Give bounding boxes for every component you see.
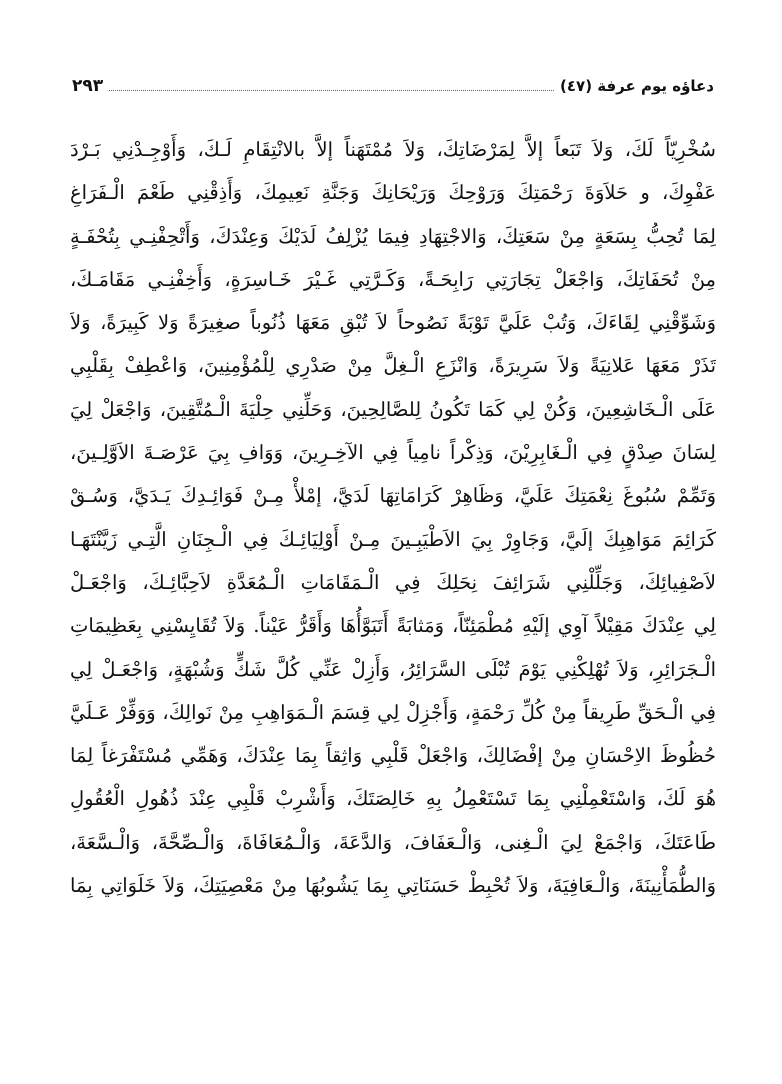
leader-dots [109,78,554,91]
text-line: هُوَ لَكَ، وَاسْتَعْمِلْنِي بِمَا تَسْتَعْمِلُ بِهِ خَالِصَتَكَ، وَأَشْرِبْ قَلْبِي عِنْدَ ذُهُولِ الْعُقُولِ [70,787,716,811]
text-line: لِي عِنْدَكَ مَقِيْلاً آوِي إلَيْهِ مُطْمَئِنّاً، وَمَثابَةً أَتَبَوَّأُهَا وَأَقَرُّ عَيْناً. وَلاَ تُقَايِسْنِي بِعَظِيمَاتِ [70,614,716,638]
text-line: سُخْرِيّاً لَكَ، وَلاَ تَبَعاً إلاَّ لِمَرْضَاتِكَ، وَلاَ مُمْتَهَناً إلاَّ بالانْتِقَامِ لَـكَ، وَأَوْجِـدْنِي بَـرْدَ [70,138,716,161]
text-line: حُظُوظَ الاِحْسَانِ مِنْ إفْضَالِكَ، وَاجْعَلْ قَلْبِي وَاثِقاً بِمَا عِنْدَكَ، وَهَمِّي مُسْتَفْرَغاً لِمَا [70,744,716,768]
text-line: لِسَانَ صِدْقٍ فِي الْـغَابِرِيْنَ، وَذِكْراً نامِياً فِي الآخِـرِينَ، وَوَافِ بِيَ عَرْصَـةَ الاَوَّلِـينَ، [70,441,716,465]
text-line: تَذَرْ مَعَهَا عَلانِيَةً وَلاَ سَرِيرَةً، وَانْزَعِ الْـغِلَّ مِنْ صَدْرِي لِلْمُؤْمِنِينَ، وَاعْطِفْ بِقَلْبِي [70,354,716,378]
text-line: لاَصْفِيائِكَ، وَجَلِّلْنِي شَرَائِفَ نِحَلِكَ فِي الْـمَقَامَاتِ الْـمُعَدَّةِ لاَحِبَّائِـكَ، وَاجْعَـلْ [70,570,716,594]
text-line: وَالطُّمَأْنِينَةَ، وَالْـعَافِيَةَ، وَلاَ تُحْبِطْ حَسَنَاتِي بِمَا يَشُوبُهَا مِنْ مَعْصِيَتِكَ، وَلاَ خَلَوَاتِي بِمَا [70,874,716,898]
running-header [72,76,714,106]
text-line: عَفْوِكَ، و حَلاَوَةَ رَحْمَتِكَ وَرَوْحِكَ وَرَيْحَانِكَ وَجَنَّةِ نَعِيمِكَ، وَأَذِقْنِي طَعْمَ الْـفَرَاغِ [70,181,716,205]
text-line: مِنْ تُحَفَاتِكَ، وَاجْعَلْ تِجَارَتِي رَابِحَـةً، وَكَـرَّتِي غَـيْرَ خَـاسِرَةٍ، وَأَخِفْنِـي مَقَامَـكَ، [70,267,716,291]
text-line: طَاعَتَكَ، وَاجْمَعْ لِيَ الْـغِنى، وَالْـعَفَافَ، وَالدَّعَةَ، وَالْـمُعَافَاةَ، وَالْـصِّحَّةَ، وَالْـسَّعَةَ، [70,830,716,854]
text-line: كَرَائِمَ مَوَاهِبِكَ إلَيَّ، وَجَاوِرْ بِيَ الاَطْيَبِـينَ مِـنْ أَوْلِيَائِـكَ فِي الْـجِنَانِ الَّتِـي زَيَّنْتَهَـا [70,527,716,551]
text-line: الْـجَرَائِرِ، وَلاَ تُهْلِكْنِي يَوْمَ تُبْلَى السَّرَائِرُ، وَأَزِلْ عَنِّي كُلَّ شَكٍّ وَشُبْهَةٍ، وَاجْعَـلْ لِي [70,657,716,681]
page-number: ٢٩٣ [72,76,104,96]
text-line: وَشَوِّقْنِي لِقَاءَكَ، وَتُبْ عَلَيَّ تَوْبَةً نَصُوحاً لاَ تُبْقِ مَعَهَا ذُنُوباً صغِيرَةً وَلا كَبِيرَةً، وَلاَ [70,311,716,335]
chapter-title: دعاؤه يوم عرفة (٤٧) [560,77,714,95]
supplication-text [70,128,716,907]
text-line: وَتَمِّمْ سُبُوغَ نِعْمَتِكَ عَلَيَّ، وَظَاهِرْ كَرَامَاتِهَا لَدَيَّ، إمْلأْ مِـنْ فَوَائِـدِكَ يَـدَيَّ، وَسُـقْ [70,484,716,508]
text-line: عَلَى الْـخَاشِعِينَ، وَكُنْ لِي كَمَا تَكُونُ لِلصَّالِحِينَ، وَحَلِّنِي حِلْيَةَ الْـمُتَّقِينَ، وَاجْعَلْ لِيَ [70,397,716,421]
text-line: فِي الْـحَقِّ طَرِيقاً مِنْ كُلِّ رَحْمَةٍ، وَأَجْزِلْ لِي قِسَمَ الْـمَوَاهِبِ مِنْ نَوالِكَ، وَوَفِّرْ عَـلَيَّ [70,700,716,724]
text-line: لِمَا تُحِبُّ بِسَعَةٍ مِنْ سَعَتِكَ، وَالاجْتِهَادِ فِيمَا يُزْلِفُ لَدَيْكَ وَعِنْدَكَ، وَأَتْحِفْنِـي بِتُحْفَـةٍ [70,224,716,248]
